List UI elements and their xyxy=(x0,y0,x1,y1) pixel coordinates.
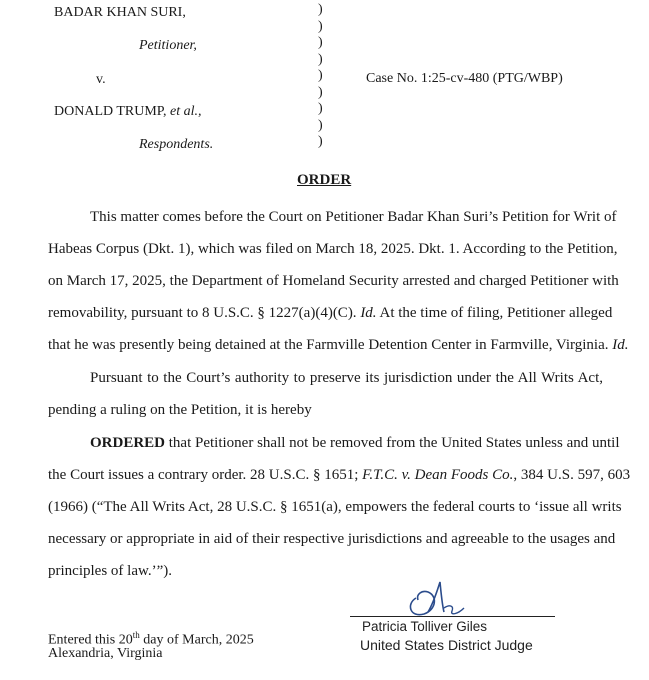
text-line: the Court issues a contrary order. 28 U.S.C. § 1651; F.T.C. v. Dean Foods Co., 384 U.S. 597, 603 xyxy=(48,467,631,483)
caption-parenthesis-column xyxy=(318,2,330,151)
judge-signature xyxy=(400,578,470,624)
respondent-name: DONALD TRUMP, et al., xyxy=(54,104,202,119)
text-line: ORDERED that Petitioner shall not be removed from the United States unless and until xyxy=(90,435,620,451)
paren: ) xyxy=(318,84,323,100)
paren: ) xyxy=(318,134,323,149)
paragraph-1 xyxy=(48,201,629,361)
paren: ) xyxy=(318,51,323,67)
text-line: This matter comes before the Court on Petitioner Badar Khan Suri’s Petition for Writ of xyxy=(90,209,617,225)
location: Alexandria, Virginia xyxy=(48,646,163,661)
text-line: on March 17, 2025, the Department of Homeland Security arrested and charged Petitioner with xyxy=(48,273,619,289)
paren: ) xyxy=(318,101,323,116)
text-line: Habeas Corpus (Dkt. 1), which was filed on March 18, 2025. Dkt. 1. According to the Petition, xyxy=(48,241,618,257)
text-line: Pursuant to the Court’s authority to preserve its jurisdiction under the All Writs Act, xyxy=(90,370,603,386)
paren: ) xyxy=(318,68,323,83)
case-number: Case No. 1:25-cv-480 (PTG/WBP) xyxy=(366,71,563,86)
petitioner-role: Petitioner, xyxy=(139,38,197,53)
text-line: necessary or appropriate in aid of their respective jurisdictions and agreeable to the usages and xyxy=(48,531,616,547)
signature-line xyxy=(350,616,555,617)
text-line: pending a ruling on the Petition, it is hereby xyxy=(48,402,312,418)
versus: v. xyxy=(96,72,106,87)
judge-name: Patricia Tolliver Giles xyxy=(362,619,488,634)
order-heading: ORDER xyxy=(297,172,352,188)
text-line: principles of law.’”). xyxy=(48,563,172,579)
text-line: (1966) (“The All Writs Act, 28 U.S.C. § 1651(a), empowers the federal courts to ‘issue all writs xyxy=(48,499,622,515)
paren: ) xyxy=(318,2,323,17)
respondent-role: Respondents. xyxy=(139,137,214,152)
petitioner-name: BADAR KHAN SURI, xyxy=(54,5,186,20)
text-line: removability, pursuant to 8 U.S.C. § 1227(a)(4)(C). Id. At the time of filing, Petitioner alleged xyxy=(48,305,613,321)
paragraph-3 xyxy=(48,427,631,587)
text-line: that he was presently being detained at the Farmville Detention Center in Farmville, Virginia. Id. xyxy=(48,337,629,353)
paren: ) xyxy=(318,117,323,133)
judge-title: United States District Judge xyxy=(360,637,533,653)
paren: ) xyxy=(318,18,323,34)
paren: ) xyxy=(318,35,323,50)
paragraph-2 xyxy=(48,362,603,426)
entered-date: Entered this 20th day of March, 2025 xyxy=(48,630,254,648)
